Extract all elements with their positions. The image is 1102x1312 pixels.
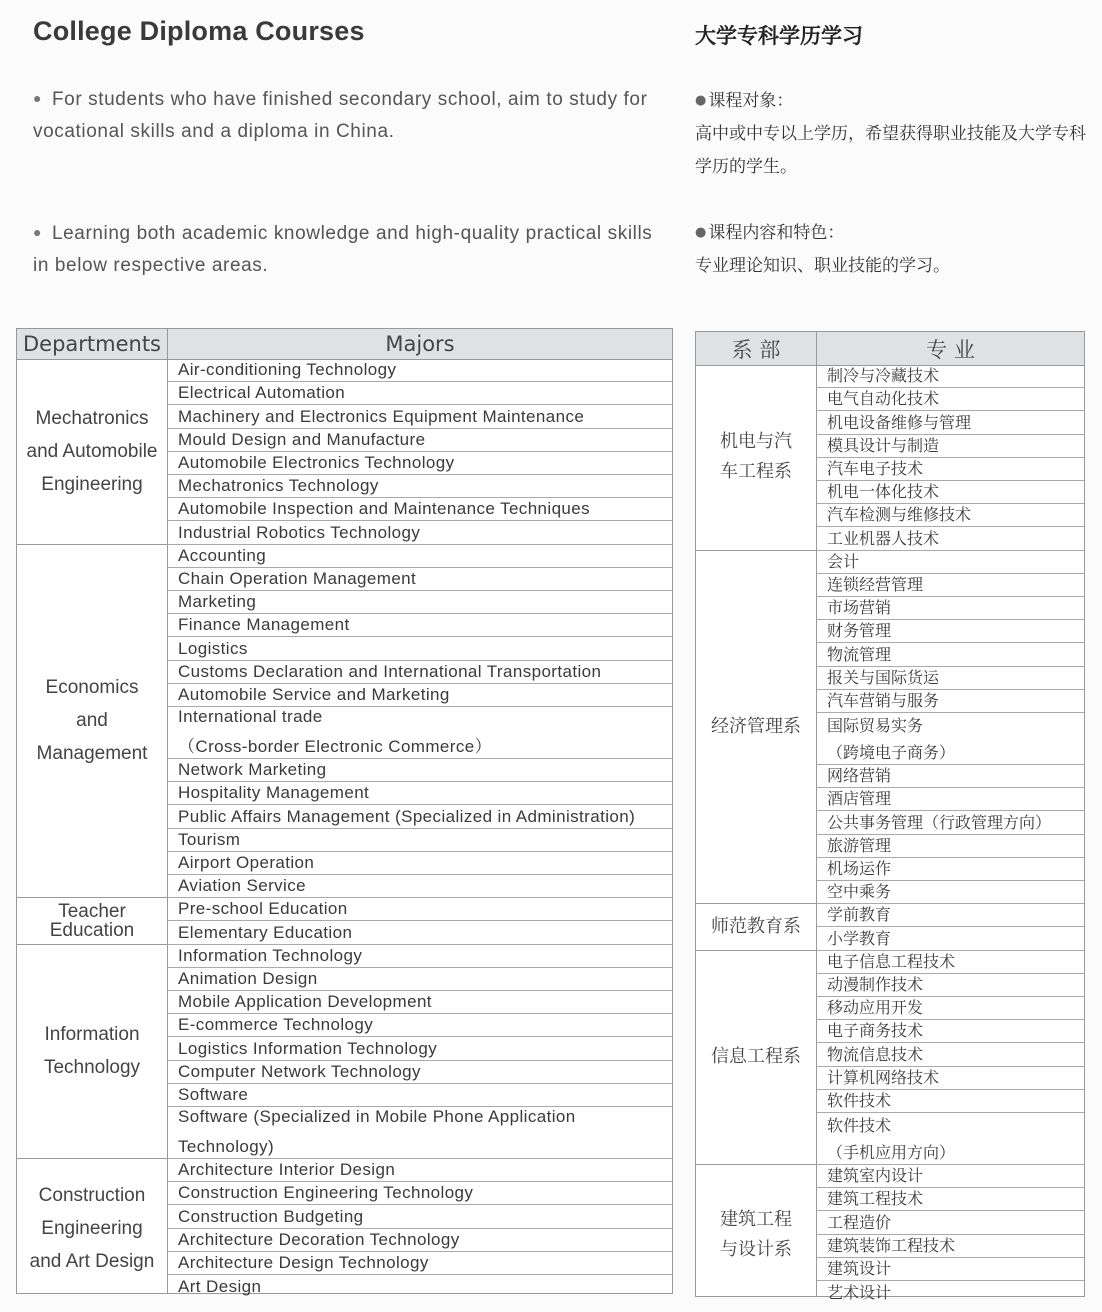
- table-row: [817, 1165, 1084, 1188]
- majors-table-cn: [695, 331, 1085, 1303]
- department-name: [696, 1165, 816, 1304]
- bullet-icon: ●: [33, 90, 43, 106]
- major-name: Mechatronics Technology: [178, 476, 379, 496]
- table-row: [168, 1229, 672, 1252]
- table-row: [168, 852, 672, 875]
- table-row: [168, 382, 672, 405]
- header-majors-cn: 专 业: [926, 337, 975, 362]
- table-row: [817, 411, 1084, 434]
- department-name-line: Management: [36, 743, 148, 765]
- table-row: [168, 498, 672, 521]
- major-name: 制冷与冷藏技术: [827, 366, 940, 386]
- major-name: 艺术设计: [827, 1283, 892, 1303]
- table-row: [168, 521, 672, 544]
- major-name: 软件技术: [827, 1116, 892, 1135]
- department-name: [696, 951, 816, 1165]
- table-row: [168, 614, 672, 637]
- major-name: 机场运作: [827, 858, 892, 878]
- major-name: Network Marketing: [178, 760, 327, 780]
- major-name: Technology): [178, 1137, 275, 1156]
- major-name: Software (Specialized in Mobile Phone Application: [178, 1107, 576, 1126]
- major-name: 电子信息工程技术: [827, 951, 956, 971]
- department-name-line: Information: [44, 1024, 140, 1046]
- department-name: [17, 945, 167, 1159]
- major-name: Public Affairs Management (Specialized in Administration): [178, 806, 636, 826]
- table-row: [168, 707, 672, 759]
- majors-table-en: [16, 328, 673, 1297]
- department-name: [17, 1159, 167, 1298]
- department-name-line: Teacher: [58, 900, 126, 922]
- department-name-line: 机电与汽: [720, 431, 792, 453]
- major-name: 机电设备维修与管理: [827, 412, 972, 432]
- page-title-en: College Diploma Courses: [33, 16, 365, 46]
- table-row: [168, 1205, 672, 1228]
- table-row: [817, 927, 1084, 950]
- major-name: Tourism: [178, 829, 241, 849]
- major-name: 会计: [827, 551, 860, 571]
- table-row: [817, 1258, 1084, 1281]
- table-row: [168, 1159, 672, 1182]
- major-name: Air-conditioning Technology: [178, 360, 397, 380]
- major-name: 电气自动化技术: [827, 389, 940, 409]
- table-row: [817, 904, 1084, 927]
- major-name: 汽车电子技术: [827, 458, 924, 478]
- table-row: [168, 945, 672, 968]
- table-row: [817, 690, 1084, 713]
- table-row: [817, 1235, 1084, 1258]
- table-row: [168, 1014, 672, 1037]
- table-row: [817, 1113, 1084, 1165]
- table-row: [168, 661, 672, 684]
- table-row: [817, 481, 1084, 504]
- department-name-line: Education: [49, 919, 135, 941]
- majors-column-cn: [817, 365, 1084, 1303]
- department-name-line: 经济管理系: [711, 715, 801, 737]
- major-name: 工程造价: [827, 1212, 892, 1232]
- table-row: [168, 805, 672, 828]
- table-row: [168, 568, 672, 591]
- major-name: 模具设计与制造: [827, 435, 940, 455]
- department-name: [696, 551, 816, 905]
- major-name: Finance Management: [178, 615, 350, 635]
- table-row: [168, 684, 672, 707]
- department-name-line: Mechatronics: [35, 407, 149, 429]
- major-name: 连锁经营管理: [827, 574, 924, 594]
- table-row: [817, 1211, 1084, 1234]
- table-row: [817, 765, 1084, 788]
- major-name: 酒店管理: [827, 789, 892, 809]
- major-name: （Cross-border Electronic Commerce）: [178, 737, 493, 756]
- table-row: [168, 429, 672, 452]
- major-name: 国际贸易实务: [827, 716, 924, 735]
- major-name: 汽车检测与维修技术: [827, 505, 972, 525]
- table-row: [817, 551, 1084, 574]
- major-name: 财务管理: [827, 621, 892, 641]
- major-name: 工业机器人技术: [827, 528, 940, 548]
- intro-text-1-cn: 高中或中专以上学历，希望获得职业技能及大学专科学历的学生。: [695, 124, 1086, 177]
- major-name: 报关与国际货运: [827, 667, 940, 687]
- department-name: [17, 545, 167, 899]
- major-name: Construction Engineering Technology: [178, 1183, 474, 1203]
- major-name: Animation Design: [178, 968, 318, 988]
- major-name: Software: [178, 1084, 249, 1104]
- department-name-line: Economics: [45, 677, 139, 699]
- table-row: [168, 875, 672, 898]
- major-name: 建筑设计: [827, 1258, 892, 1278]
- table-row: [168, 829, 672, 852]
- table-row: [817, 881, 1084, 904]
- table-row: [817, 811, 1084, 834]
- major-name: Customs Declaration and International Transportation: [178, 661, 602, 681]
- table-row: [817, 1090, 1084, 1113]
- bullet-icon: ●: [695, 225, 707, 240]
- department-name-line: 建筑工程: [720, 1208, 792, 1230]
- department-name-line: 信息工程系: [711, 1046, 801, 1068]
- table-row: [817, 574, 1084, 597]
- major-name: Aviation Service: [178, 876, 306, 896]
- major-name: Machinery and Electronics Equipment Maintenance: [178, 406, 585, 426]
- table-row: [817, 643, 1084, 666]
- department-name-line: and Art Design: [29, 1251, 155, 1273]
- major-name: Elementary Education: [178, 922, 353, 942]
- department-name-line: and Automobile: [26, 440, 158, 462]
- intro-paragraph-2-en: [33, 216, 673, 282]
- major-name: Accounting: [178, 545, 267, 565]
- table-row: [817, 1067, 1084, 1090]
- major-name: Automobile Inspection and Maintenance Techniques: [178, 499, 591, 519]
- table-row: [817, 365, 1084, 388]
- table-row: [168, 991, 672, 1014]
- major-name: Mobile Application Development: [178, 992, 432, 1012]
- majors-column: [168, 359, 672, 1297]
- major-name: Airport Operation: [178, 852, 315, 872]
- table-row: [817, 835, 1084, 858]
- major-name: Mould Design and Manufacture: [178, 429, 426, 449]
- table-row: [168, 405, 672, 428]
- intro-paragraph-1-en: [33, 82, 673, 148]
- major-name: 建筑装饰工程技术: [827, 1235, 956, 1255]
- table-row: [817, 951, 1084, 974]
- table-row: [817, 667, 1084, 690]
- major-name: Pre-school Education: [178, 899, 348, 919]
- table-row: [817, 858, 1084, 881]
- table-row: [168, 898, 672, 921]
- table-row: [168, 545, 672, 568]
- table-row: [817, 997, 1084, 1020]
- major-name: 市场营销: [827, 598, 892, 618]
- intro-paragraph-2-cn: [695, 216, 1087, 283]
- header-departments: Departments: [17, 329, 168, 359]
- department-name-line: Engineering: [41, 1218, 143, 1240]
- major-name: （跨境电子商务）: [827, 743, 956, 762]
- table-row: [168, 452, 672, 475]
- major-name: Automobile Service and Marketing: [178, 684, 450, 704]
- major-name: 移动应用开发: [827, 998, 924, 1018]
- department-name-line: 与设计系: [720, 1238, 792, 1260]
- major-name: 小学教育: [827, 928, 892, 948]
- major-name: Architecture Decoration Technology: [178, 1229, 460, 1249]
- department-name: [696, 365, 816, 551]
- major-name: 物流信息技术: [827, 1044, 924, 1064]
- intro-label-2-cn: 课程内容和特色：: [708, 223, 845, 243]
- department-name-line: Construction: [38, 1185, 146, 1207]
- major-name: Logistics: [178, 638, 248, 658]
- major-name: 电子商务技术: [827, 1021, 924, 1041]
- table-row: [168, 759, 672, 782]
- major-name: 学前教育: [827, 905, 892, 925]
- table-row: [168, 1275, 672, 1298]
- major-name: Architecture Design Technology: [178, 1252, 429, 1272]
- table-row: [168, 1107, 672, 1159]
- header-departments-cn: 系 部: [696, 332, 817, 365]
- table-row: [168, 359, 672, 382]
- major-name: Construction Budgeting: [178, 1206, 364, 1226]
- major-name: 网络营销: [827, 766, 892, 786]
- intro-text-1-en: For students who have finished secondary school, aim to study for vocational skills and a diploma in China.: [33, 89, 648, 142]
- major-name: 动漫制作技术: [827, 974, 924, 994]
- major-name: International trade: [178, 707, 323, 726]
- header-majors: Majors: [385, 332, 455, 356]
- major-name: 空中乘务: [827, 882, 892, 902]
- table-row: [817, 620, 1084, 643]
- major-name: 物流管理: [827, 644, 892, 664]
- major-name: Chain Operation Management: [178, 568, 417, 588]
- major-name: 计算机网络技术: [827, 1067, 940, 1087]
- department-name-line: Technology: [43, 1057, 141, 1079]
- table-row: [817, 458, 1084, 481]
- major-name: 软件技术: [827, 1090, 892, 1110]
- table-row: [168, 968, 672, 991]
- table-row: [817, 1281, 1084, 1304]
- major-name: Art Design: [178, 1277, 262, 1297]
- table-row: [168, 1061, 672, 1084]
- major-name: 公共事务管理（行政管理方向）: [827, 812, 1052, 832]
- major-name: Hospitality Management: [178, 783, 370, 803]
- table-row: [168, 591, 672, 614]
- major-name: 旅游管理: [827, 835, 892, 855]
- table-row: [168, 921, 672, 944]
- table-row: [168, 782, 672, 805]
- department-name-line: 师范教育系: [711, 915, 801, 937]
- table-row: [817, 504, 1084, 527]
- intro-text-2-cn: 专业理论知识、职业技能的学习。: [695, 256, 950, 276]
- major-name: 建筑工程技术: [827, 1189, 924, 1209]
- bullet-icon: ●: [695, 93, 707, 108]
- department-name-line: Engineering: [41, 473, 143, 495]
- table-header-cn: [696, 332, 1084, 366]
- department-name: [17, 359, 167, 545]
- department-name: [17, 898, 167, 944]
- major-name: Industrial Robotics Technology: [178, 522, 421, 542]
- table-row: [817, 388, 1084, 411]
- table-row: [817, 597, 1084, 620]
- major-name: Automobile Electronics Technology: [178, 452, 455, 472]
- major-name: E-commerce Technology: [178, 1015, 374, 1035]
- departments-column-cn: [696, 365, 817, 1296]
- major-name: Computer Network Technology: [178, 1061, 421, 1081]
- table-row: [817, 713, 1084, 765]
- table-row: [168, 1252, 672, 1275]
- major-name: 机电一体化技术: [827, 482, 940, 502]
- major-name: （手机应用方向）: [827, 1143, 956, 1162]
- bullet-icon: ●: [33, 224, 43, 240]
- table-row: [168, 475, 672, 498]
- major-name: Marketing: [178, 592, 257, 612]
- departments-column: [17, 359, 168, 1293]
- page-title-cn: 大学专科学历学习: [695, 24, 863, 48]
- table-row: [168, 637, 672, 660]
- major-name: Information Technology: [178, 945, 363, 965]
- major-name: Architecture Interior Design: [178, 1160, 396, 1180]
- intro-paragraph-1-cn: [695, 84, 1087, 184]
- major-name: 建筑室内设计: [827, 1166, 924, 1186]
- major-name: 汽车营销与服务: [827, 690, 940, 710]
- intro-label-1-cn: 课程对象：: [708, 91, 794, 111]
- table-row: [817, 974, 1084, 997]
- major-name: Logistics Information Technology: [178, 1038, 438, 1058]
- intro-text-2-en: Learning both academic knowledge and high-quality practical skills in below respective areas.: [33, 223, 653, 276]
- table-row: [817, 788, 1084, 811]
- major-name: Electrical Automation: [178, 383, 346, 403]
- department-name-line: and: [76, 710, 108, 732]
- department-name: [696, 904, 816, 950]
- table-row: [168, 1037, 672, 1060]
- table-row: [817, 527, 1084, 550]
- table-row: [817, 1188, 1084, 1211]
- department-name-line: 车工程系: [720, 461, 792, 483]
- table-header-en: [17, 329, 672, 360]
- table-row: [817, 1020, 1084, 1043]
- table-row: [168, 1084, 672, 1107]
- table-row: [817, 1043, 1084, 1066]
- table-row: [817, 435, 1084, 458]
- table-row: [168, 1182, 672, 1205]
